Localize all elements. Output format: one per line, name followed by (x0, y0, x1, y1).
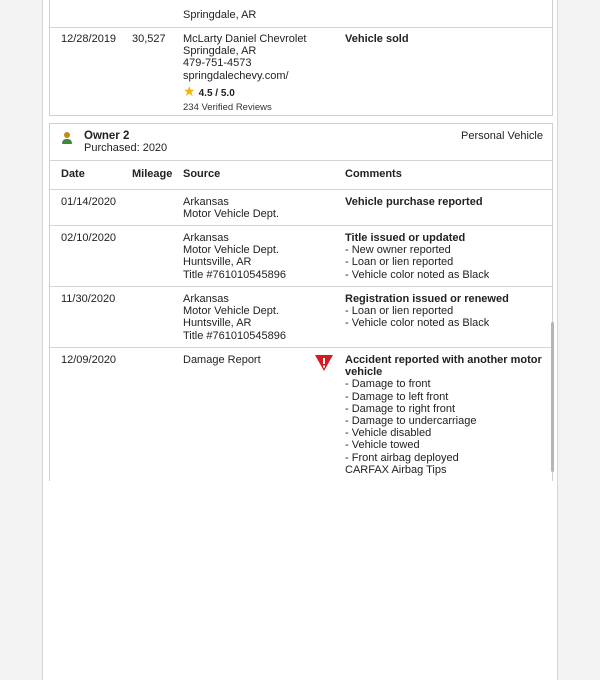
source-line: Title #761010545896 (183, 268, 286, 281)
row-comment-title: Title issued or updated (345, 232, 466, 244)
rating-value: 4.5 / 5.0 (198, 87, 235, 99)
source-line: Huntsville, AR (183, 256, 252, 269)
header-mileage: Mileage (132, 168, 173, 180)
airbag-tips-link[interactable]: CARFAX Airbag Tips (345, 463, 447, 476)
row-comment-title: Vehicle purchase reported (345, 196, 483, 208)
row-date: 11/30/2020 (61, 293, 116, 305)
source-line: Title #761010545896 (183, 329, 286, 342)
row-date: 02/10/2020 (61, 232, 117, 244)
record-source (183, 33, 307, 114)
star-icon: ★ (183, 82, 196, 99)
source-line: Huntsville, AR (183, 317, 252, 330)
comment-line: - Vehicle disabled (345, 427, 432, 440)
owner-title: Owner 2 (84, 130, 130, 142)
comment-line: - Damage to front (345, 378, 431, 391)
source-line: Motor Vehicle Dept. (183, 208, 279, 221)
comment-line: - Loan or lien reported (345, 305, 454, 318)
previous-owner-block (49, 0, 553, 116)
row-date: 12/09/2020 (61, 354, 117, 366)
warning-triangle-icon (315, 355, 333, 371)
comment-line: - Damage to undercarriage (345, 415, 477, 428)
location-text: Springdale, AR (183, 9, 257, 21)
owner-person-icon (62, 132, 72, 144)
row-date: 01/14/2020 (61, 196, 117, 208)
scrollbar[interactable] (551, 322, 554, 472)
row-source: Damage Report (183, 354, 261, 366)
comment-line: - Vehicle color noted as Black (345, 317, 490, 330)
source-line: McLarty Daniel Chevrolet (183, 33, 307, 45)
header-source: Source (183, 168, 221, 180)
source-line: Motor Vehicle Dept. (183, 244, 279, 257)
row-comment-title: Registration issued or renewed (345, 293, 509, 305)
header-comments: Comments (345, 168, 402, 180)
owner-2-block (49, 123, 553, 481)
source-line: Arkansas (183, 293, 229, 305)
comment-line: - Damage to left front (345, 390, 449, 403)
row-source (183, 232, 286, 281)
record-comment: Vehicle sold (345, 33, 409, 45)
comment-line: - Front airbag deployed (345, 451, 459, 464)
row-comments (345, 293, 509, 330)
source-line: Arkansas (183, 196, 229, 208)
row-source (183, 196, 279, 220)
owner-purchased: Purchased: 2020 (84, 142, 168, 154)
comment-line: - Loan or lien reported (345, 256, 454, 269)
source-line[interactable]: 479-751-4573 (183, 57, 252, 70)
record-date: 12/28/2019 (61, 33, 117, 45)
row-comments (345, 232, 489, 281)
owner-vehicle-type: Personal Vehicle (461, 130, 543, 142)
vehicle-history-page (42, 0, 558, 680)
dealer-website-link[interactable]: springdalechevy.com/ (183, 69, 289, 82)
source-line: Springdale, AR (183, 45, 257, 58)
comment-line: - Vehicle towed (345, 439, 420, 452)
dealer-rating (183, 82, 307, 100)
row-comments (345, 354, 542, 476)
source-line: Arkansas (183, 232, 229, 244)
verified-reviews-link[interactable]: 234 Verified Reviews (183, 102, 272, 114)
row-source (183, 293, 286, 342)
header-date: Date (61, 168, 85, 180)
comment-line: - Vehicle color noted as Black (345, 268, 490, 281)
comment-line: - Damage to right front (345, 402, 456, 415)
row-comment-title: Accident reported with another motor (345, 354, 542, 366)
source-line: Motor Vehicle Dept. (183, 305, 279, 318)
row-comment-title: vehicle (345, 366, 383, 379)
record-mileage: 30,527 (132, 33, 166, 45)
comment-line: - New owner reported (345, 244, 451, 257)
